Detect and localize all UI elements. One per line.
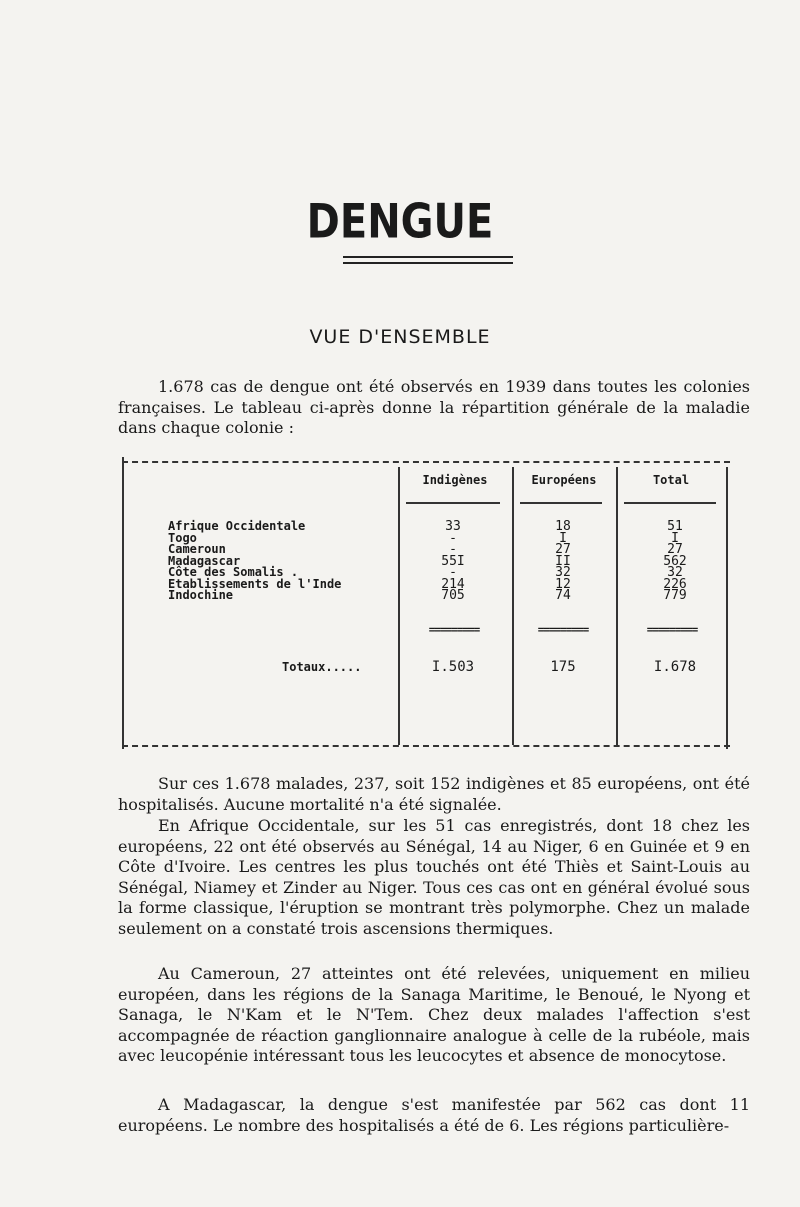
row-labels xyxy=(168,521,341,602)
cell-indigenes: - xyxy=(449,542,457,557)
column-total xyxy=(640,521,710,602)
column-divider-2 xyxy=(512,467,514,745)
separator-indigenes: ========= xyxy=(428,623,480,636)
body-paragraph: Sur ces 1.678 malades, 237, soit 152 indigènes et 85 européens, ont été hospitalisés. Aucune mortalité n'a été signalée. xyxy=(118,774,750,814)
column-divider-3 xyxy=(616,467,618,745)
table-top-border xyxy=(122,461,730,463)
body-paragraph: A Madagascar, la dengue s'est manifestée par 562 cas dont 11 européens. Le nombre des hospitalisés a été de 6. Les régions particulière- xyxy=(118,1095,750,1135)
column-indigenes xyxy=(418,521,488,602)
total-indigenes: I.503 xyxy=(431,659,475,675)
header-rule-total xyxy=(624,502,716,504)
intro-paragraph: 1.678 cas de dengue ont été observés en 1939 dans toutes les colonies françaises. Le tableau ci-après donne la répartition générale de la maladie dans chaque colonie : xyxy=(118,377,750,438)
header-rule-indigenes xyxy=(406,502,500,504)
total-europeens: 175 xyxy=(550,659,576,675)
table-right-border xyxy=(726,467,728,749)
separator-europeens: ========= xyxy=(537,623,589,636)
table-left-border xyxy=(122,457,124,749)
cell-indigenes: 55I xyxy=(441,553,465,569)
table-bottom-border xyxy=(122,745,730,747)
cell-total: 562 xyxy=(663,553,687,569)
row-label: Côte des Somalis . xyxy=(168,565,299,579)
column-europeens xyxy=(528,521,598,602)
cell-indigenes: 705 xyxy=(441,588,465,603)
header-total: Total xyxy=(652,473,690,487)
dengue-table xyxy=(122,455,734,750)
cell-total: 779 xyxy=(663,588,687,603)
title-rule-bottom xyxy=(343,262,513,264)
cell-indigenes: 33 xyxy=(445,519,461,534)
column-divider-1 xyxy=(398,467,400,745)
title-rule-top xyxy=(343,256,513,258)
cell-europeens: 32 xyxy=(555,565,571,580)
cell-total: I xyxy=(671,530,679,546)
row-label: Cameroun xyxy=(168,542,226,556)
total-total: I.678 xyxy=(653,659,697,675)
row-label: Etablissements de l'Inde xyxy=(168,576,342,591)
cell-total: 51 xyxy=(667,519,683,534)
separator-total: ========= xyxy=(646,623,698,636)
row-label: Afrique Occidentale xyxy=(168,519,306,533)
cell-europeens: 12 xyxy=(555,576,571,592)
page-title: DENGUE xyxy=(306,195,494,250)
cell-europeens: 18 xyxy=(555,519,571,534)
cell-indigenes: - xyxy=(449,565,457,580)
cell-europeens: 74 xyxy=(555,588,571,603)
header-indigenes: Indigènes xyxy=(422,473,488,487)
header-rule-europeens xyxy=(520,502,602,504)
cell-total: 27 xyxy=(667,542,683,557)
row-label: Madagascar xyxy=(168,553,241,568)
body-paragraph: Au Cameroun, 27 atteintes ont été relevées, uniquement en milieu européen, dans les régions de la Sanaga Maritime, le Benoué, le Nyong et Sanaga, le N'Kam et le N'Tem. Chez deux malades l'affection s'est accompagnée de réaction ganglionnaire analogue à celle de la rubéole, mais avec leucopénie intéressant tous les leucocytes et absence de monocytose. xyxy=(118,964,750,1066)
cell-europeens: II xyxy=(555,553,571,569)
cell-total: 32 xyxy=(667,565,683,580)
cell-indigenes: - xyxy=(449,530,457,546)
body-paragraph: En Afrique Occidentale, sur les 51 cas enregistrés, dont 18 chez les européens, 22 ont été observés au Sénégal, 14 au Niger, 6 en Guinée et 9 en Côte d'Ivoire. Les centres les plus touchés ont été Thiès et Saint-Louis au Sénégal, Niamey et Zinder au Niger. Tous ces cas ont en général évolué sous la forme classique, l'éruption se montrant très polymorphe. Chez un malade seulement on a constaté trois ascensions thermiques. xyxy=(118,816,750,938)
header-europeens: Européens xyxy=(531,473,597,487)
totals-label: Totaux..... xyxy=(282,660,362,674)
cell-total: 226 xyxy=(663,576,687,592)
row-label: Togo xyxy=(168,530,197,545)
cell-europeens: I xyxy=(559,530,567,546)
row-label: Indochine xyxy=(168,588,234,602)
cell-europeens: 27 xyxy=(555,542,571,557)
cell-indigenes: 214 xyxy=(441,576,465,592)
section-heading: VUE D'ENSEMBLE xyxy=(309,326,491,348)
